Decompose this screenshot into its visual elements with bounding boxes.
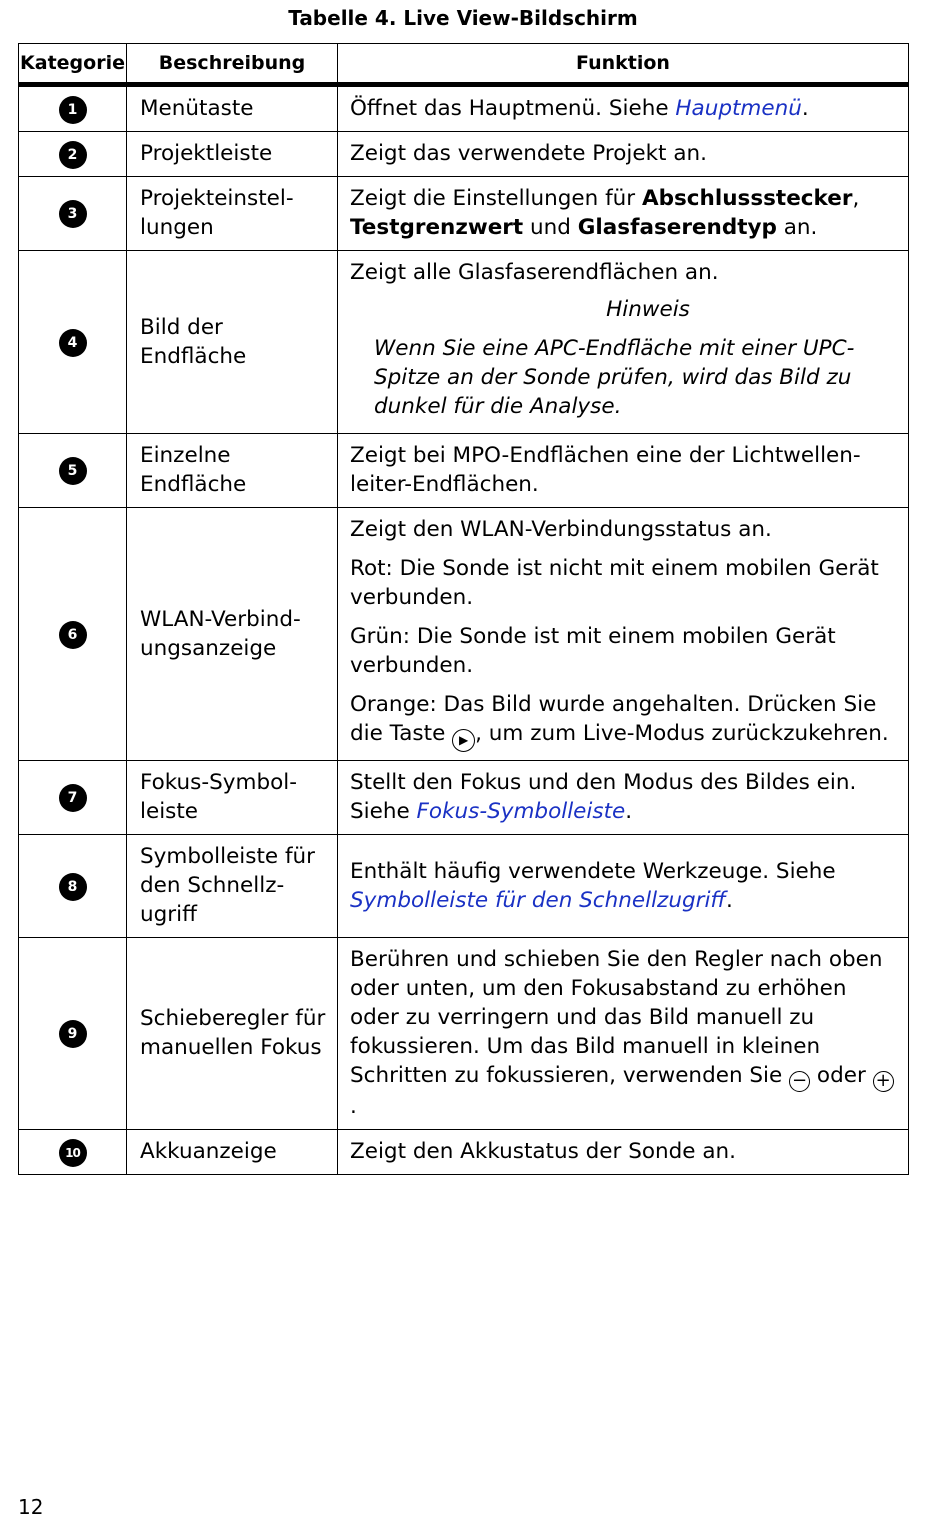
function-cell <box>338 177 909 251</box>
bold-abschlussstecker: Abschlussstecker <box>641 186 853 211</box>
description-cell: Akkuanzeige <box>127 1130 338 1175</box>
category-cell <box>19 132 127 177</box>
category-cell <box>19 835 127 938</box>
number-badge: 5 <box>59 457 87 485</box>
function-cell: Zeigt den Akkustatus der Sonde an. <box>338 1130 909 1175</box>
note-text: Wenn Sie eine APC-Endfläche mit einer UPC-Spitze an der Sonde prüfen, wird das Bild zu dunkel für die Analyse. <box>374 336 855 419</box>
description-cell: Menütaste <box>127 85 338 132</box>
table-row <box>19 434 909 508</box>
minus-circle-icon: − <box>789 1071 810 1092</box>
function-text-end: , um zum Live-Modus zurückzukehren. <box>475 721 889 746</box>
header-kategorie: Kategorie <box>19 44 127 85</box>
function-text-end: . <box>625 799 633 824</box>
table-header-row <box>19 44 909 85</box>
function-cell <box>338 761 909 835</box>
live-view-table <box>18 43 909 1175</box>
number-badge: 2 <box>59 141 87 169</box>
number-badge: 7 <box>59 784 87 812</box>
description-cell: Symbolleiste für den Schnellz-ugriff <box>127 835 338 938</box>
category-cell <box>19 761 127 835</box>
number-badge: 9 <box>59 1020 87 1048</box>
category-cell <box>19 1130 127 1175</box>
note-heading: Hinweis <box>606 297 690 322</box>
description-cell: Fokus-Symbol-leiste <box>127 761 338 835</box>
description-cell: Projekteinstel-lungen <box>127 177 338 251</box>
function-text-end: an. <box>776 215 818 240</box>
category-cell <box>19 434 127 508</box>
link-hauptmenue[interactable]: Hauptmenü <box>675 96 802 121</box>
table-row <box>19 835 909 938</box>
category-cell <box>19 85 127 132</box>
function-text: Berühren und schieben Sie den Regler nach oben oder unten, um den Fokusabstand zu erhöhen oder zu verringern und das Bild manuell zu fokussieren. Um das Bild manuell in kleinen Schritten zu fokussieren, verwenden Sie <box>350 947 883 1088</box>
table-row <box>19 508 909 761</box>
function-text-end: . <box>801 96 809 121</box>
category-cell <box>19 938 127 1130</box>
function-text: Stellt den Fokus und den Modus des Bildes ein. Siehe <box>350 770 857 824</box>
page-number: 12 <box>18 1495 44 1519</box>
function-cell <box>338 85 909 132</box>
separator-text: , <box>852 186 860 211</box>
description-cell: Projektleiste <box>127 132 338 177</box>
category-cell <box>19 177 127 251</box>
number-badge: 6 <box>59 621 87 649</box>
function-cell: Zeigt das verwendete Projekt an. <box>338 132 909 177</box>
function-text-end: . <box>350 1094 357 1119</box>
number-badge: 4 <box>59 329 87 357</box>
function-cell <box>338 938 909 1130</box>
number-badge: 1 <box>59 96 87 124</box>
description-cell: WLAN-Verbind-ungsanzeige <box>127 508 338 761</box>
description-cell: Schieberegler für manuellen Fokus <box>127 938 338 1130</box>
description-cell: Bild der Endfläche <box>127 251 338 434</box>
table-title: Tabelle 4. Live View-Bildschirm <box>288 6 638 30</box>
play-circle-icon: ▶ <box>452 729 475 752</box>
function-text: Enthält häufig verwendete Werkzeuge. Siehe <box>350 858 836 884</box>
number-badge: 3 <box>59 200 87 228</box>
header-beschreibung: Beschreibung <box>127 44 338 85</box>
function-text: Zeigt die Einstellungen für <box>350 186 642 211</box>
function-text: Orange: Das Bild wurde angehalten. Drücken Sie die Taste <box>350 692 877 746</box>
status-green-text: Grün: Die Sonde ist mit einem mobilen Gerät verbunden. <box>350 624 836 678</box>
function-cell <box>338 508 909 761</box>
link-schnellzugriff[interactable]: Symbolleiste für den Schnellzugriff <box>350 887 726 913</box>
function-cell <box>338 251 909 434</box>
function-text: Öffnet das Hauptmenü. Siehe <box>350 96 676 121</box>
category-cell <box>19 508 127 761</box>
number-badge: 8 <box>59 873 87 901</box>
function-text-end: . <box>725 887 733 913</box>
function-cell: Zeigt bei MPO-Endflächen eine der Lichtwellen-leiter-Endflächen. <box>338 434 909 508</box>
status-red-text: Rot: Die Sonde ist nicht mit einem mobilen Gerät verbunden. <box>350 556 879 610</box>
bold-testgrenzwert: Testgrenzwert <box>350 215 524 240</box>
plus-circle-icon: + <box>873 1071 894 1092</box>
table-row <box>19 132 909 177</box>
function-text: Zeigt alle Glasfaserendflächen an. <box>350 260 719 285</box>
table-row <box>19 177 909 251</box>
table-row <box>19 85 909 132</box>
function-cell <box>338 835 909 938</box>
function-text-mid: oder <box>810 1063 873 1088</box>
link-fokus-symbolleiste[interactable]: Fokus-Symbolleiste <box>416 799 626 824</box>
function-text: Zeigt den WLAN-Verbindungsstatus an. <box>350 517 772 542</box>
bold-glasfaserendtyp: Glasfaserendtyp <box>577 215 777 240</box>
table-row <box>19 251 909 434</box>
header-funktion: Funktion <box>338 44 909 85</box>
status-orange-text <box>350 690 896 752</box>
category-cell <box>19 251 127 434</box>
separator-text: und <box>523 215 578 240</box>
description-cell: Einzelne Endfläche <box>127 434 338 508</box>
number-badge: 10 <box>59 1139 87 1167</box>
table-row <box>19 761 909 835</box>
table-row <box>19 1130 909 1175</box>
table-row <box>19 938 909 1130</box>
